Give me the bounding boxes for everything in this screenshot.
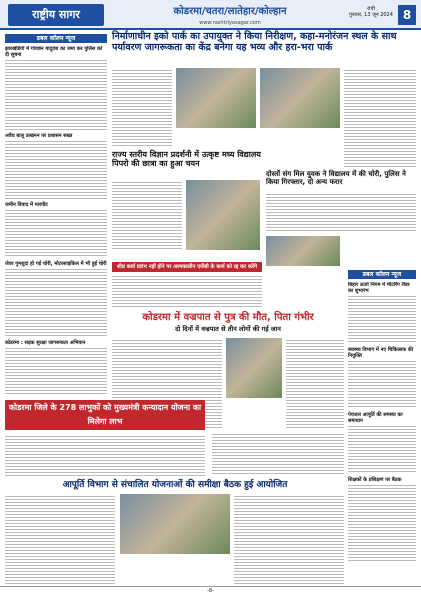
double-column-band-right: डबल कॉलम न्यूज <box>348 270 416 279</box>
left-item-3-title: जमीन विवाद में मारपीट <box>5 202 48 208</box>
theft-headline: दोस्तों संग मिल युवक ने विद्यालय में की चोरी, पुलिस ने किया गिरफ्तार, दो अन्य फरार <box>266 170 406 187</box>
main-text-col2 <box>344 68 416 168</box>
kanyadan-headline: कोडरमा जिले के 278 लाभुकों को मुख्यमंत्री कन्यादान योजना का मिलेगा लाभ <box>5 400 205 430</box>
left-item-4-text <box>5 267 107 337</box>
right-item-3-text <box>348 424 416 474</box>
left-item-2-text <box>5 139 107 199</box>
meeting-text <box>112 274 262 308</box>
theft-text <box>266 192 416 232</box>
left-item-3-text <box>5 208 107 258</box>
right-item-2-text <box>348 359 416 409</box>
dateline <box>348 6 394 18</box>
science-photo <box>186 180 260 250</box>
main-headline: निर्माणाधीन इको पार्क का उपायुक्त ने किया निरीक्षण, कहा-मनोरंजन स्थल के साथ पर्यावरण जागरूकता का केंद्र बनेगा यह भव्य और हरा-भरा पार्क <box>112 31 397 53</box>
newspaper-logo: राष्ट्रीय सागर <box>8 4 104 26</box>
kanyadan-text <box>5 434 205 476</box>
page-number: 8 <box>398 5 416 25</box>
left-item-1-title: झारखंडियों में गोवर्धन यादुवंश का जमा कर पुलिस को दी सूचना <box>5 46 103 58</box>
right-item-3-title: पेयजल आपूर्ति की समस्या का समाधान <box>348 412 403 424</box>
science-headline: राज्य स्तरीय विज्ञान प्रदर्शनी में उत्कृष्ट मध्य विद्यालय पिपरो की छात्रा का हुआ चयन <box>112 150 261 169</box>
koderma-photo <box>226 338 282 398</box>
koderma-subheadline: दो दिनों में वज्रपात से तीन लोगों की गई जान <box>175 325 281 333</box>
supply-text-1 <box>5 494 115 584</box>
meeting-headline: शीघ्र कार्य प्रारंभ नहीं होने पर अल्पकालीन एजेंसी के कार्य को रद्द कर करेंगे <box>112 262 262 272</box>
left-item-5-text <box>5 346 107 396</box>
right-item-1-title: बिहार ऊर्जा निगम में मीटरिंग रीडर का शुभारंभ <box>348 282 410 294</box>
eco-park-photo-1 <box>176 68 256 128</box>
right-item-4-title: शिक्षकों के प्रशिक्षण पर बैठक <box>348 477 402 483</box>
left-item-1-text <box>5 58 107 130</box>
city: रांची <box>367 6 375 12</box>
right-column <box>348 282 416 582</box>
right-item-2-title: स्वास्थ्य विभाग में नए चिकित्सक की नियुक्ति <box>348 347 414 359</box>
site-url: www.rashtriyasagar.com <box>199 20 261 26</box>
double-column-band-left: डबल कॉलम न्यूज <box>5 34 107 43</box>
left-item-2-title: अवैध बालू उत्खनन पर प्रशासन सख्त <box>5 133 73 139</box>
date: गुरुवार, 13 जून 2024 <box>349 12 393 18</box>
right-item-1-text <box>348 294 416 344</box>
science-text <box>112 180 182 250</box>
theft-photo <box>266 236 340 266</box>
supply-headline: आपूर्ति विभाग से संचालित योजनाओं की समीक्षा बैठक हुई आयोजित <box>62 480 288 490</box>
koderma-text-2 <box>286 338 344 428</box>
left-item-5-title: कोडरमा : सड़क सुरक्षा जागरूकता अभियान <box>5 340 86 346</box>
supply-text-2 <box>234 494 344 584</box>
eco-park-photo-2 <box>260 68 340 128</box>
right-item-4-text <box>348 483 416 563</box>
section-title: कोडरमा/चतरा/लातेहार/कोल्हान <box>173 6 287 17</box>
main-text-col1 <box>112 68 172 148</box>
misc-text <box>212 432 344 476</box>
left-item-4-title: जेवर गुमशुदा हो गई चोरी, मोटरसाइकिल में भी हुई चोरी <box>5 261 107 267</box>
koderma-headline: कोडरमा में वज्रपात से पुत्र की मौत, पिता गंभीर <box>142 312 314 323</box>
supply-photo <box>120 494 230 554</box>
masthead <box>0 0 421 30</box>
page-footer: -8- <box>0 586 421 595</box>
